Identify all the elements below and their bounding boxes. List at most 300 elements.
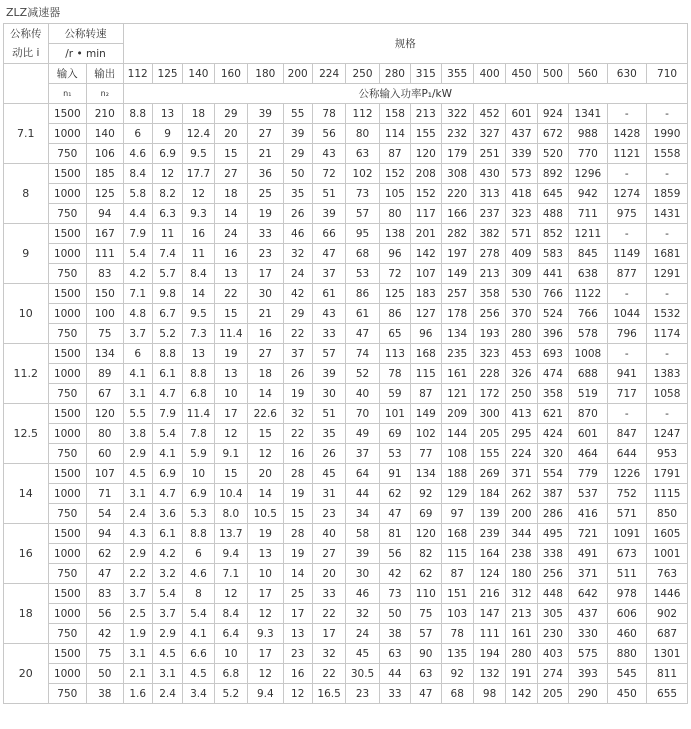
- table-row: [4, 164, 688, 184]
- power-cell: 213: [506, 604, 537, 624]
- power-cell: 339: [506, 144, 537, 164]
- power-cell: 17.7: [183, 164, 214, 184]
- power-cell: 31: [312, 484, 345, 504]
- power-cell: 28: [283, 464, 312, 484]
- power-cell: 30: [248, 284, 283, 304]
- table-body: [4, 24, 688, 704]
- power-cell: 4.5: [152, 644, 182, 664]
- output-speed-cell: 71: [87, 484, 123, 504]
- power-cell: 15: [214, 144, 247, 164]
- power-header: 公称输入功率P₁/kW: [123, 84, 688, 104]
- power-cell: 17: [283, 604, 312, 624]
- power-cell: 15: [214, 464, 247, 484]
- power-cell: 121: [441, 384, 473, 404]
- power-cell: 5.4: [183, 604, 214, 624]
- power-cell: 22: [312, 664, 345, 684]
- power-cell: 942: [569, 184, 607, 204]
- input-speed-cell: 1500: [48, 404, 86, 424]
- power-cell: 20: [312, 564, 345, 584]
- power-cell: 953: [647, 444, 688, 464]
- power-cell: 97: [441, 504, 473, 524]
- power-cell: 2.4: [123, 504, 152, 524]
- power-cell: 61: [346, 304, 379, 324]
- table-title: ZLZ减速器: [6, 6, 61, 19]
- power-cell: 52: [346, 364, 379, 384]
- power-cell: 3.4: [183, 684, 214, 704]
- input-speed-cell: 1000: [48, 304, 86, 324]
- power-cell: 344: [506, 524, 537, 544]
- power-cell: 197: [441, 244, 473, 264]
- power-cell: 448: [537, 584, 568, 604]
- power-cell: 571: [506, 224, 537, 244]
- output-speed-cell: 167: [87, 224, 123, 244]
- power-cell: 1383: [647, 364, 688, 384]
- power-cell: 216: [473, 584, 505, 604]
- power-cell: 537: [569, 484, 607, 504]
- power-cell: 86: [379, 304, 410, 324]
- power-cell: 673: [607, 544, 647, 564]
- power-cell: 102: [346, 164, 379, 184]
- input-speed-cell: 750: [48, 204, 86, 224]
- power-cell: 161: [506, 624, 537, 644]
- power-cell: 2.9: [152, 624, 182, 644]
- power-cell: 721: [569, 524, 607, 544]
- power-cell: 27: [248, 124, 283, 144]
- output-speed-cell: 83: [87, 264, 123, 284]
- output-speed-cell: 150: [87, 284, 123, 304]
- output-speed-cell: 106: [87, 144, 123, 164]
- power-cell: 37: [346, 444, 379, 464]
- table-row: [4, 224, 688, 244]
- input-speed-cell: 1500: [48, 104, 86, 124]
- power-cell: 235: [441, 344, 473, 364]
- power-cell: 464: [569, 444, 607, 464]
- ratio-cell: 18: [4, 584, 49, 644]
- power-cell: 46: [283, 224, 312, 244]
- power-cell: 1296: [569, 164, 607, 184]
- power-cell: 305: [537, 604, 568, 624]
- power-cell: 72: [379, 264, 410, 284]
- power-cell: 1791: [647, 464, 688, 484]
- power-cell: 1301: [647, 644, 688, 664]
- power-cell: 77: [411, 444, 441, 464]
- power-cell: 78: [441, 624, 473, 644]
- power-cell: 40: [312, 524, 345, 544]
- power-cell: 113: [379, 344, 410, 364]
- table-row: [4, 464, 688, 484]
- ratio-cell: 14: [4, 464, 49, 524]
- size-header-cell: 125: [152, 64, 182, 84]
- power-cell: 12: [248, 664, 283, 684]
- power-cell: 17: [312, 624, 345, 644]
- table-row: [4, 244, 688, 264]
- power-cell: 43: [312, 144, 345, 164]
- power-cell: 112: [346, 104, 379, 124]
- input-speed-cell: 1500: [48, 524, 86, 544]
- power-cell: 1044: [607, 304, 647, 324]
- power-cell: 3.2: [152, 564, 182, 584]
- power-cell: 2.9: [123, 444, 152, 464]
- output-speed-cell: 54: [87, 504, 123, 524]
- table-row: [4, 344, 688, 364]
- input-speed-cell: 750: [48, 444, 86, 464]
- power-cell: 191: [506, 664, 537, 684]
- power-cell: 5.3: [183, 504, 214, 524]
- power-cell: 19: [283, 384, 312, 404]
- power-cell: 717: [607, 384, 647, 404]
- power-cell: 22.6: [248, 404, 283, 424]
- power-cell: 3.1: [152, 664, 182, 684]
- ratio-header: [4, 24, 49, 64]
- power-cell: -: [607, 404, 647, 424]
- power-cell: 26: [283, 364, 312, 384]
- power-cell: 21: [248, 304, 283, 324]
- output-speed-cell: 89: [87, 364, 123, 384]
- power-cell: 6.9: [152, 464, 182, 484]
- power-cell: 30: [312, 384, 345, 404]
- power-cell: 68: [346, 244, 379, 264]
- power-cell: 5.8: [123, 184, 152, 204]
- power-cell: 8.4: [183, 264, 214, 284]
- power-cell: 286: [537, 504, 568, 524]
- power-cell: 32: [346, 604, 379, 624]
- table-row: [4, 564, 688, 584]
- power-cell: 4.2: [152, 544, 182, 564]
- power-cell: 571: [607, 504, 647, 524]
- power-cell: 1446: [647, 584, 688, 604]
- power-cell: 312: [506, 584, 537, 604]
- power-cell: 6.7: [152, 304, 182, 324]
- power-cell: 1226: [607, 464, 647, 484]
- power-cell: 25: [283, 584, 312, 604]
- power-cell: 91: [379, 464, 410, 484]
- power-cell: 5.2: [214, 684, 247, 704]
- table-row: [4, 624, 688, 644]
- power-cell: 179: [441, 144, 473, 164]
- power-cell: 14: [283, 564, 312, 584]
- power-cell: 711: [569, 204, 607, 224]
- power-cell: 327: [473, 124, 505, 144]
- power-cell: -: [607, 284, 647, 304]
- power-cell: 57: [346, 204, 379, 224]
- input-speed-cell: 1500: [48, 644, 86, 664]
- power-cell: 213: [473, 264, 505, 284]
- header-row-1: [4, 24, 688, 44]
- power-cell: 193: [473, 324, 505, 344]
- power-cell: 27: [248, 344, 283, 364]
- power-cell: 95: [346, 224, 379, 244]
- power-cell: 1681: [647, 244, 688, 264]
- size-header-cell: 180: [248, 64, 283, 84]
- power-cell: 418: [506, 184, 537, 204]
- power-cell: 13.7: [214, 524, 247, 544]
- power-cell: 18: [248, 364, 283, 384]
- power-cell: 371: [506, 464, 537, 484]
- power-cell: 40: [346, 384, 379, 404]
- table-row: [4, 264, 688, 284]
- power-cell: 209: [441, 404, 473, 424]
- power-cell: 7.1: [123, 284, 152, 304]
- input-speed-cell: 1500: [48, 284, 86, 304]
- output-speed-cell: 75: [87, 324, 123, 344]
- power-cell: 2.2: [123, 564, 152, 584]
- power-cell: 2.5: [123, 604, 152, 624]
- power-cell: 1532: [647, 304, 688, 324]
- power-cell: 280: [506, 644, 537, 664]
- power-cell: 10: [214, 384, 247, 404]
- power-cell: 8.8: [123, 104, 152, 124]
- power-cell: 688: [569, 364, 607, 384]
- power-cell: 4.6: [183, 564, 214, 584]
- power-cell: 19: [248, 204, 283, 224]
- power-cell: 12: [183, 184, 214, 204]
- power-cell: 111: [473, 624, 505, 644]
- power-cell: 6.9: [183, 484, 214, 504]
- power-cell: 4.3: [123, 524, 152, 544]
- power-cell: 638: [569, 264, 607, 284]
- power-cell: 257: [441, 284, 473, 304]
- power-cell: 28: [283, 524, 312, 544]
- power-cell: 326: [506, 364, 537, 384]
- power-cell: 127: [411, 304, 441, 324]
- power-cell: 687: [647, 624, 688, 644]
- ratio-header-spacer: [4, 64, 49, 104]
- power-cell: 230: [537, 624, 568, 644]
- power-cell: 32: [283, 404, 312, 424]
- power-cell: 1121: [607, 144, 647, 164]
- power-cell: 23: [312, 504, 345, 524]
- table-row: [4, 484, 688, 504]
- power-cell: 8.2: [152, 184, 182, 204]
- power-cell: 5.7: [152, 264, 182, 284]
- power-header-row: [4, 84, 688, 104]
- power-cell: 63: [346, 144, 379, 164]
- power-cell: 6.1: [152, 524, 182, 544]
- power-cell: 96: [379, 244, 410, 264]
- output-speed-cell: 100: [87, 304, 123, 324]
- power-cell: 583: [537, 244, 568, 264]
- power-cell: 39: [283, 124, 312, 144]
- power-cell: 2.9: [123, 544, 152, 564]
- power-cell: 460: [607, 624, 647, 644]
- power-cell: 17: [248, 264, 283, 284]
- power-cell: 44: [346, 484, 379, 504]
- power-cell: 852: [537, 224, 568, 244]
- power-cell: 5.4: [152, 424, 182, 444]
- power-cell: 3.7: [123, 324, 152, 344]
- input-speed-cell: 1000: [48, 664, 86, 684]
- table-row: [4, 504, 688, 524]
- power-cell: 902: [647, 604, 688, 624]
- power-cell: 32: [283, 244, 312, 264]
- power-cell: 437: [506, 124, 537, 144]
- power-cell: 134: [411, 464, 441, 484]
- power-cell: 12: [214, 584, 247, 604]
- power-cell: 144: [441, 424, 473, 444]
- power-cell: 644: [607, 444, 647, 464]
- power-cell: 13: [283, 624, 312, 644]
- power-cell: 147: [473, 604, 505, 624]
- output-speed-cell: 56: [87, 604, 123, 624]
- input-speed-header: 输入: [48, 64, 86, 84]
- output-speed-cell: 80: [87, 424, 123, 444]
- power-cell: 3.1: [123, 644, 152, 664]
- power-cell: 134: [441, 324, 473, 344]
- power-cell: 424: [537, 424, 568, 444]
- power-cell: 49: [346, 424, 379, 444]
- power-cell: 138: [379, 224, 410, 244]
- power-cell: 491: [569, 544, 607, 564]
- power-cell: 72: [312, 164, 345, 184]
- output-speed-cell: 120: [87, 404, 123, 424]
- table-row: [4, 284, 688, 304]
- power-cell: 9.5: [183, 304, 214, 324]
- power-cell: 155: [411, 124, 441, 144]
- reducer-power-table: [3, 23, 688, 704]
- power-cell: 12: [248, 444, 283, 464]
- power-cell: 6.6: [183, 644, 214, 664]
- size-header-cell: 200: [283, 64, 312, 84]
- power-cell: 8: [183, 584, 214, 604]
- power-cell: 8.8: [183, 524, 214, 544]
- power-cell: 12: [214, 424, 247, 444]
- power-cell: 4.7: [152, 384, 182, 404]
- power-cell: 57: [312, 344, 345, 364]
- power-cell: 6.8: [183, 384, 214, 404]
- power-cell: 524: [537, 304, 568, 324]
- power-cell: 32: [312, 644, 345, 664]
- power-cell: 1174: [647, 324, 688, 344]
- power-cell: 14: [248, 384, 283, 404]
- power-cell: 55: [283, 104, 312, 124]
- power-cell: 16.5: [312, 684, 345, 704]
- power-cell: 269: [473, 464, 505, 484]
- ratio-header-line1: 公称传: [10, 27, 42, 40]
- power-cell: -: [647, 164, 688, 184]
- size-header-cell: 710: [647, 64, 688, 84]
- power-cell: 30.5: [346, 664, 379, 684]
- power-cell: 941: [607, 364, 647, 384]
- power-cell: 12: [283, 684, 312, 704]
- input-speed-cell: 1500: [48, 224, 86, 244]
- power-cell: 3.1: [123, 484, 152, 504]
- power-cell: 22: [283, 324, 312, 344]
- power-cell: 300: [473, 404, 505, 424]
- power-cell: 10: [214, 644, 247, 664]
- power-cell: 66: [312, 224, 345, 244]
- power-cell: 37: [283, 344, 312, 364]
- power-cell: 280: [506, 324, 537, 344]
- power-cell: 409: [506, 244, 537, 264]
- power-cell: 16: [248, 324, 283, 344]
- ratio-cell: 11.2: [4, 344, 49, 404]
- table-row: [4, 124, 688, 144]
- power-cell: 59: [379, 384, 410, 404]
- power-cell: 575: [569, 644, 607, 664]
- power-cell: 403: [537, 644, 568, 664]
- output-speed-cell: 185: [87, 164, 123, 184]
- power-cell: 168: [411, 344, 441, 364]
- power-cell: 606: [607, 604, 647, 624]
- power-cell: 178: [441, 304, 473, 324]
- power-cell: 1149: [607, 244, 647, 264]
- power-cell: 47: [312, 244, 345, 264]
- size-header-cell: 400: [473, 64, 505, 84]
- power-cell: 382: [473, 224, 505, 244]
- size-header-cell: 500: [537, 64, 568, 84]
- power-cell: 82: [411, 544, 441, 564]
- input-speed-cell: 750: [48, 624, 86, 644]
- power-cell: 45: [312, 464, 345, 484]
- power-cell: 90: [411, 644, 441, 664]
- input-speed-cell: 750: [48, 144, 86, 164]
- table-row: [4, 324, 688, 344]
- power-cell: 3.8: [123, 424, 152, 444]
- power-cell: 87: [379, 144, 410, 164]
- power-cell: 387: [537, 484, 568, 504]
- power-cell: 205: [473, 424, 505, 444]
- table-row: [4, 204, 688, 224]
- power-cell: 44: [379, 664, 410, 684]
- power-cell: 69: [379, 424, 410, 444]
- size-header-cell: 630: [607, 64, 647, 84]
- output-speed-cell: 140: [87, 124, 123, 144]
- power-cell: 15: [248, 424, 283, 444]
- power-cell: 811: [647, 664, 688, 684]
- power-cell: 39: [248, 104, 283, 124]
- power-cell: 4.1: [183, 624, 214, 644]
- power-cell: 9.5: [183, 144, 214, 164]
- power-cell: 115: [441, 544, 473, 564]
- power-cell: 29: [283, 304, 312, 324]
- power-cell: 290: [569, 684, 607, 704]
- power-cell: 1211: [569, 224, 607, 244]
- power-cell: 51: [312, 184, 345, 204]
- power-cell: 24: [214, 224, 247, 244]
- table-row: [4, 544, 688, 564]
- table-row: [4, 684, 688, 704]
- power-cell: 166: [441, 204, 473, 224]
- power-cell: 1091: [607, 524, 647, 544]
- power-cell: 208: [411, 164, 441, 184]
- power-cell: 393: [569, 664, 607, 684]
- power-cell: 98: [473, 684, 505, 704]
- power-cell: 200: [506, 504, 537, 524]
- power-cell: 495: [537, 524, 568, 544]
- power-cell: 50: [283, 164, 312, 184]
- power-cell: 16: [283, 664, 312, 684]
- power-cell: 50: [379, 604, 410, 624]
- power-cell: 80: [379, 204, 410, 224]
- power-cell: 232: [441, 124, 473, 144]
- output-speed-cell: 75: [87, 644, 123, 664]
- power-cell: 105: [379, 184, 410, 204]
- power-cell: 7.3: [183, 324, 214, 344]
- power-cell: 13: [214, 264, 247, 284]
- power-cell: 14: [248, 484, 283, 504]
- output-speed-cell: 107: [87, 464, 123, 484]
- power-cell: 56: [312, 124, 345, 144]
- power-cell: 752: [607, 484, 647, 504]
- power-cell: 274: [537, 664, 568, 684]
- power-cell: 14: [214, 204, 247, 224]
- power-cell: 4.5: [123, 464, 152, 484]
- power-cell: 92: [411, 484, 441, 504]
- power-cell: 358: [537, 384, 568, 404]
- power-cell: -: [607, 104, 647, 124]
- power-cell: 322: [441, 104, 473, 124]
- power-cell: 850: [647, 504, 688, 524]
